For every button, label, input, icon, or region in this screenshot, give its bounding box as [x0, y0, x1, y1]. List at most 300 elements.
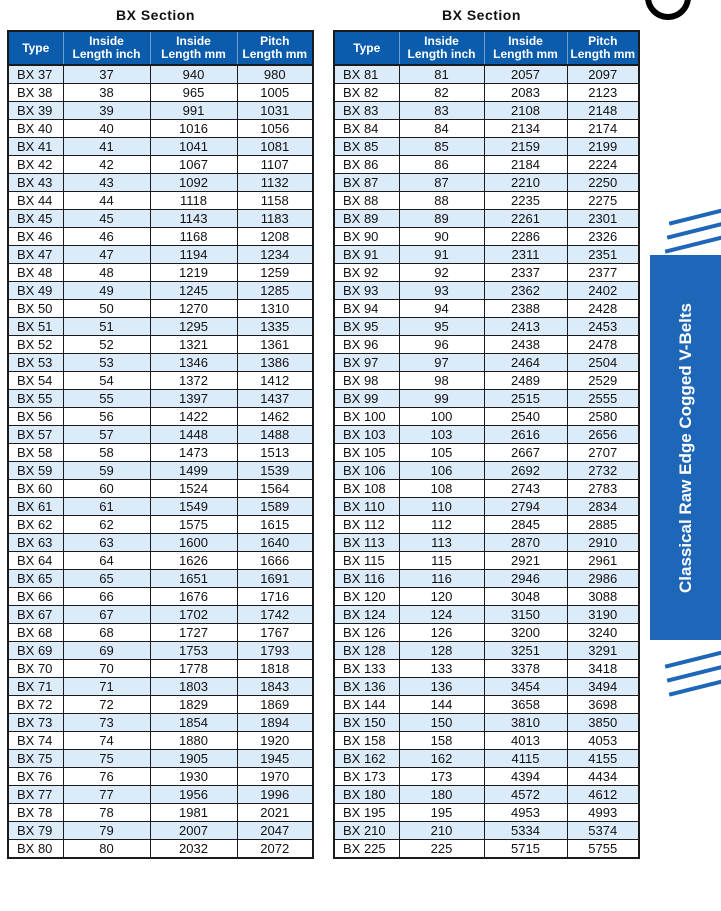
- cell-inside-inch: 75: [63, 750, 150, 768]
- cell-inside-inch: 96: [399, 336, 484, 354]
- cell-inside-mm: 1194: [150, 246, 237, 264]
- cell-inside-inch: 210: [399, 822, 484, 840]
- cell-pitch-mm: 4155: [567, 750, 639, 768]
- cell-pitch-mm: 2783: [567, 480, 639, 498]
- cell-inside-inch: 67: [63, 606, 150, 624]
- cell-type: BX 124: [334, 606, 399, 624]
- cell-type: BX 60: [8, 480, 63, 498]
- cell-inside-inch: 55: [63, 390, 150, 408]
- cell-inside-inch: 133: [399, 660, 484, 678]
- cell-pitch-mm: 2174: [567, 120, 639, 138]
- cell-type: BX 84: [334, 120, 399, 138]
- cell-pitch-mm: 1437: [237, 390, 313, 408]
- cell-pitch-mm: 3418: [567, 660, 639, 678]
- cell-inside-inch: 112: [399, 516, 484, 534]
- table-row: [8, 300, 313, 318]
- table-row: [334, 822, 639, 840]
- cell-inside-mm: 2692: [484, 462, 567, 480]
- cell-pitch-mm: 1361: [237, 336, 313, 354]
- cell-pitch-mm: 2047: [237, 822, 313, 840]
- cell-type: BX 42: [8, 156, 63, 174]
- cell-type: BX 72: [8, 696, 63, 714]
- cell-inside-mm: 2845: [484, 516, 567, 534]
- table-row: [8, 372, 313, 390]
- cell-type: BX 78: [8, 804, 63, 822]
- cell-inside-mm: 991: [150, 102, 237, 120]
- cell-inside-inch: 180: [399, 786, 484, 804]
- table-row: [8, 516, 313, 534]
- cell-type: BX 162: [334, 750, 399, 768]
- cell-inside-mm: 1600: [150, 534, 237, 552]
- cell-type: BX 195: [334, 804, 399, 822]
- cell-inside-mm: 1499: [150, 462, 237, 480]
- cell-inside-mm: 2159: [484, 138, 567, 156]
- table-row: [8, 624, 313, 642]
- cell-pitch-mm: 1031: [237, 102, 313, 120]
- cell-inside-mm: 1473: [150, 444, 237, 462]
- cell-inside-inch: 100: [399, 408, 484, 426]
- cell-inside-mm: 2108: [484, 102, 567, 120]
- cell-inside-mm: 1778: [150, 660, 237, 678]
- cell-type: BX 44: [8, 192, 63, 210]
- cell-inside-mm: 1803: [150, 678, 237, 696]
- cell-pitch-mm: 2351: [567, 246, 639, 264]
- table-row: [334, 120, 639, 138]
- cell-pitch-mm: 2148: [567, 102, 639, 120]
- table-row: [8, 408, 313, 426]
- cell-inside-mm: 1880: [150, 732, 237, 750]
- table-row: [334, 840, 639, 859]
- cell-type: BX 39: [8, 102, 63, 120]
- table-row: [334, 732, 639, 750]
- table-row: [8, 120, 313, 138]
- table-row: [8, 588, 313, 606]
- cell-inside-mm: 2413: [484, 318, 567, 336]
- cell-inside-inch: 39: [63, 102, 150, 120]
- cell-type: BX 56: [8, 408, 63, 426]
- cell-inside-inch: 90: [399, 228, 484, 246]
- cell-pitch-mm: 1285: [237, 282, 313, 300]
- cell-pitch-mm: 1208: [237, 228, 313, 246]
- cell-type: BX 80: [8, 840, 63, 859]
- table-row: [8, 246, 313, 264]
- table-row: [8, 804, 313, 822]
- cell-pitch-mm: 1869: [237, 696, 313, 714]
- cell-type: BX 144: [334, 696, 399, 714]
- cell-inside-inch: 68: [63, 624, 150, 642]
- cell-type: BX 92: [334, 264, 399, 282]
- table-row: [8, 570, 313, 588]
- table-row: [334, 552, 639, 570]
- cell-inside-mm: 3658: [484, 696, 567, 714]
- table-row: [8, 696, 313, 714]
- cell-inside-inch: 103: [399, 426, 484, 444]
- cell-type: BX 210: [334, 822, 399, 840]
- table-row: [8, 264, 313, 282]
- cell-type: BX 126: [334, 624, 399, 642]
- cell-type: BX 112: [334, 516, 399, 534]
- table-row: [8, 102, 313, 120]
- cell-pitch-mm: 1081: [237, 138, 313, 156]
- cell-pitch-mm: 2453: [567, 318, 639, 336]
- cell-pitch-mm: 3291: [567, 642, 639, 660]
- cell-pitch-mm: 1513: [237, 444, 313, 462]
- cell-pitch-mm: 2072: [237, 840, 313, 859]
- cell-inside-mm: 965: [150, 84, 237, 102]
- cell-type: BX 82: [334, 84, 399, 102]
- cell-inside-inch: 93: [399, 282, 484, 300]
- cell-inside-mm: 3251: [484, 642, 567, 660]
- cell-inside-inch: 89: [399, 210, 484, 228]
- cell-pitch-mm: 2529: [567, 372, 639, 390]
- cell-pitch-mm: 1234: [237, 246, 313, 264]
- table-row: [334, 696, 639, 714]
- table-row: [8, 840, 313, 859]
- header-inside-inch: Inside Length inch: [399, 31, 484, 65]
- cell-inside-inch: 59: [63, 462, 150, 480]
- table-row: [334, 480, 639, 498]
- cell-inside-inch: 195: [399, 804, 484, 822]
- cell-type: BX 50: [8, 300, 63, 318]
- cell-inside-inch: 105: [399, 444, 484, 462]
- cell-type: BX 74: [8, 732, 63, 750]
- cell-pitch-mm: 1843: [237, 678, 313, 696]
- cell-type: BX 128: [334, 642, 399, 660]
- left-table-body: [8, 65, 313, 858]
- cell-type: BX 106: [334, 462, 399, 480]
- cell-type: BX 69: [8, 642, 63, 660]
- cell-type: BX 71: [8, 678, 63, 696]
- cell-inside-mm: 2616: [484, 426, 567, 444]
- table-row: [334, 642, 639, 660]
- cell-type: BX 100: [334, 408, 399, 426]
- cell-inside-mm: 2337: [484, 264, 567, 282]
- decor-stripe: [665, 645, 721, 668]
- cell-pitch-mm: 2504: [567, 354, 639, 372]
- cell-inside-inch: 66: [63, 588, 150, 606]
- cell-inside-inch: 136: [399, 678, 484, 696]
- cell-type: BX 40: [8, 120, 63, 138]
- cell-pitch-mm: 2428: [567, 300, 639, 318]
- cell-inside-inch: 51: [63, 318, 150, 336]
- cell-inside-inch: 82: [399, 84, 484, 102]
- cell-pitch-mm: 3494: [567, 678, 639, 696]
- cell-inside-mm: 2388: [484, 300, 567, 318]
- table-row: [8, 750, 313, 768]
- cell-type: BX 81: [334, 65, 399, 84]
- cell-type: BX 98: [334, 372, 399, 390]
- cell-type: BX 87: [334, 174, 399, 192]
- cell-inside-mm: 2134: [484, 120, 567, 138]
- table-row: [8, 156, 313, 174]
- cell-pitch-mm: 1310: [237, 300, 313, 318]
- left-table-header: [8, 31, 313, 65]
- cell-pitch-mm: 2097: [567, 65, 639, 84]
- cell-type: BX 96: [334, 336, 399, 354]
- cell-inside-inch: 54: [63, 372, 150, 390]
- table-row: [8, 444, 313, 462]
- cell-inside-mm: 1397: [150, 390, 237, 408]
- cell-inside-mm: 5715: [484, 840, 567, 859]
- cell-inside-mm: 1245: [150, 282, 237, 300]
- cell-inside-mm: 1753: [150, 642, 237, 660]
- cell-type: BX 116: [334, 570, 399, 588]
- cell-inside-mm: 3200: [484, 624, 567, 642]
- table-row: [334, 372, 639, 390]
- cell-type: BX 105: [334, 444, 399, 462]
- cell-type: BX 37: [8, 65, 63, 84]
- cell-inside-mm: 1118: [150, 192, 237, 210]
- cell-type: BX 97: [334, 354, 399, 372]
- cell-pitch-mm: 2478: [567, 336, 639, 354]
- cell-inside-mm: 1626: [150, 552, 237, 570]
- cell-inside-inch: 56: [63, 408, 150, 426]
- cell-pitch-mm: 2732: [567, 462, 639, 480]
- cell-inside-mm: 1829: [150, 696, 237, 714]
- table-row: [8, 354, 313, 372]
- cell-inside-inch: 113: [399, 534, 484, 552]
- cell-pitch-mm: 1970: [237, 768, 313, 786]
- table-row: [8, 318, 313, 336]
- cell-inside-inch: 83: [399, 102, 484, 120]
- right-spec-table: [333, 30, 640, 859]
- cell-pitch-mm: 3850: [567, 714, 639, 732]
- table-row: [334, 138, 639, 156]
- right-table-body: [334, 65, 639, 858]
- cell-inside-inch: 120: [399, 588, 484, 606]
- cell-inside-mm: 2515: [484, 390, 567, 408]
- cell-inside-inch: 106: [399, 462, 484, 480]
- cell-inside-mm: 1295: [150, 318, 237, 336]
- right-section-title: BX Section: [442, 7, 521, 23]
- cell-inside-inch: 115: [399, 552, 484, 570]
- cell-inside-inch: 47: [63, 246, 150, 264]
- cell-type: BX 59: [8, 462, 63, 480]
- cell-type: BX 133: [334, 660, 399, 678]
- cell-pitch-mm: 2301: [567, 210, 639, 228]
- table-row: [334, 156, 639, 174]
- cell-pitch-mm: 2123: [567, 84, 639, 102]
- cell-pitch-mm: 1767: [237, 624, 313, 642]
- cell-pitch-mm: 1259: [237, 264, 313, 282]
- cell-inside-mm: 1702: [150, 606, 237, 624]
- cell-inside-mm: 1067: [150, 156, 237, 174]
- cell-inside-mm: 2032: [150, 840, 237, 859]
- table-row: [8, 228, 313, 246]
- table-row: [334, 588, 639, 606]
- table-row: [8, 768, 313, 786]
- cell-inside-mm: 1346: [150, 354, 237, 372]
- header-inside-inch: Inside Length inch: [63, 31, 150, 65]
- cell-inside-mm: 1651: [150, 570, 237, 588]
- table-row: [8, 462, 313, 480]
- cell-inside-mm: 2235: [484, 192, 567, 210]
- table-row: [334, 606, 639, 624]
- table-row: [334, 282, 639, 300]
- cell-inside-inch: 110: [399, 498, 484, 516]
- cell-type: BX 79: [8, 822, 63, 840]
- cell-inside-inch: 98: [399, 372, 484, 390]
- cell-inside-inch: 60: [63, 480, 150, 498]
- cell-inside-mm: 2667: [484, 444, 567, 462]
- table-row: [334, 336, 639, 354]
- cell-type: BX 95: [334, 318, 399, 336]
- table-row: [8, 660, 313, 678]
- cell-pitch-mm: 2834: [567, 498, 639, 516]
- cell-inside-inch: 85: [399, 138, 484, 156]
- cell-type: BX 158: [334, 732, 399, 750]
- cell-pitch-mm: 1640: [237, 534, 313, 552]
- cell-inside-mm: 2286: [484, 228, 567, 246]
- cell-inside-mm: 1575: [150, 516, 237, 534]
- table-row: [334, 462, 639, 480]
- cell-inside-mm: 4572: [484, 786, 567, 804]
- cell-type: BX 113: [334, 534, 399, 552]
- cell-inside-inch: 162: [399, 750, 484, 768]
- cell-inside-inch: 126: [399, 624, 484, 642]
- cell-type: BX 62: [8, 516, 63, 534]
- table-row: [334, 444, 639, 462]
- cell-inside-inch: 128: [399, 642, 484, 660]
- cell-inside-mm: 2311: [484, 246, 567, 264]
- table-row: [8, 714, 313, 732]
- cell-inside-mm: 1676: [150, 588, 237, 606]
- cell-pitch-mm: 1920: [237, 732, 313, 750]
- cell-type: BX 61: [8, 498, 63, 516]
- cell-type: BX 58: [8, 444, 63, 462]
- cell-type: BX 99: [334, 390, 399, 408]
- cell-inside-mm: 1168: [150, 228, 237, 246]
- cell-inside-inch: 97: [399, 354, 484, 372]
- cell-inside-mm: 3048: [484, 588, 567, 606]
- table-row: [8, 174, 313, 192]
- cell-pitch-mm: 4612: [567, 786, 639, 804]
- cell-type: BX 86: [334, 156, 399, 174]
- cell-inside-mm: 1372: [150, 372, 237, 390]
- table-row: [8, 138, 313, 156]
- cell-pitch-mm: 3698: [567, 696, 639, 714]
- cell-pitch-mm: 3190: [567, 606, 639, 624]
- cell-type: BX 38: [8, 84, 63, 102]
- cell-inside-inch: 48: [63, 264, 150, 282]
- cell-inside-inch: 108: [399, 480, 484, 498]
- cell-type: BX 63: [8, 534, 63, 552]
- cell-inside-inch: 71: [63, 678, 150, 696]
- cell-inside-mm: 2057: [484, 65, 567, 84]
- cell-inside-inch: 78: [63, 804, 150, 822]
- table-row: [8, 534, 313, 552]
- table-row: [334, 426, 639, 444]
- cell-inside-mm: 2362: [484, 282, 567, 300]
- right-table-header: [334, 31, 639, 65]
- cell-type: BX 47: [8, 246, 63, 264]
- header-pitch-mm: Pitch Length mm: [237, 31, 313, 65]
- cell-inside-inch: 43: [63, 174, 150, 192]
- cell-type: BX 55: [8, 390, 63, 408]
- table-row: [8, 642, 313, 660]
- cell-pitch-mm: 1793: [237, 642, 313, 660]
- cell-type: BX 88: [334, 192, 399, 210]
- product-category-tab: [650, 255, 721, 640]
- cell-pitch-mm: 1742: [237, 606, 313, 624]
- cell-inside-inch: 73: [63, 714, 150, 732]
- cell-inside-mm: 2007: [150, 822, 237, 840]
- table-row: [8, 390, 313, 408]
- cell-pitch-mm: 2961: [567, 552, 639, 570]
- cell-inside-inch: 65: [63, 570, 150, 588]
- cell-inside-inch: 173: [399, 768, 484, 786]
- cell-inside-mm: 4953: [484, 804, 567, 822]
- cell-pitch-mm: 1615: [237, 516, 313, 534]
- cell-inside-mm: 2184: [484, 156, 567, 174]
- cell-type: BX 43: [8, 174, 63, 192]
- cell-inside-mm: 1727: [150, 624, 237, 642]
- table-row: [334, 408, 639, 426]
- cell-pitch-mm: 2326: [567, 228, 639, 246]
- cell-pitch-mm: 2377: [567, 264, 639, 282]
- table-row: [334, 678, 639, 696]
- cell-inside-inch: 53: [63, 354, 150, 372]
- cell-pitch-mm: 1666: [237, 552, 313, 570]
- table-row: [334, 84, 639, 102]
- cell-inside-inch: 44: [63, 192, 150, 210]
- cell-inside-inch: 77: [63, 786, 150, 804]
- cell-inside-mm: 1905: [150, 750, 237, 768]
- cell-pitch-mm: 1539: [237, 462, 313, 480]
- table-row: [334, 300, 639, 318]
- cell-inside-mm: 1041: [150, 138, 237, 156]
- cell-type: BX 73: [8, 714, 63, 732]
- cell-pitch-mm: 1589: [237, 498, 313, 516]
- cell-type: BX 115: [334, 552, 399, 570]
- cell-pitch-mm: 2250: [567, 174, 639, 192]
- table-row: [8, 498, 313, 516]
- cell-pitch-mm: 1691: [237, 570, 313, 588]
- cell-inside-mm: 4115: [484, 750, 567, 768]
- table-row: [334, 318, 639, 336]
- table-row: [8, 426, 313, 444]
- cell-inside-inch: 57: [63, 426, 150, 444]
- cell-inside-inch: 99: [399, 390, 484, 408]
- cell-type: BX 76: [8, 768, 63, 786]
- table-row: [334, 570, 639, 588]
- cell-pitch-mm: 2986: [567, 570, 639, 588]
- cell-type: BX 67: [8, 606, 63, 624]
- cell-inside-mm: 1321: [150, 336, 237, 354]
- cell-inside-inch: 84: [399, 120, 484, 138]
- cell-type: BX 51: [8, 318, 63, 336]
- table-row: [334, 354, 639, 372]
- cell-type: BX 68: [8, 624, 63, 642]
- cell-type: BX 89: [334, 210, 399, 228]
- table-row: [8, 822, 313, 840]
- cell-inside-inch: 61: [63, 498, 150, 516]
- cell-inside-inch: 63: [63, 534, 150, 552]
- cell-inside-inch: 42: [63, 156, 150, 174]
- cell-pitch-mm: 2402: [567, 282, 639, 300]
- table-row: [334, 804, 639, 822]
- cell-pitch-mm: 5755: [567, 840, 639, 859]
- table-row: [334, 768, 639, 786]
- cell-inside-mm: 1524: [150, 480, 237, 498]
- cell-type: BX 52: [8, 336, 63, 354]
- cell-inside-inch: 41: [63, 138, 150, 156]
- cell-pitch-mm: 4053: [567, 732, 639, 750]
- cell-inside-mm: 3150: [484, 606, 567, 624]
- cell-pitch-mm: 2555: [567, 390, 639, 408]
- cell-inside-inch: 92: [399, 264, 484, 282]
- cell-inside-inch: 49: [63, 282, 150, 300]
